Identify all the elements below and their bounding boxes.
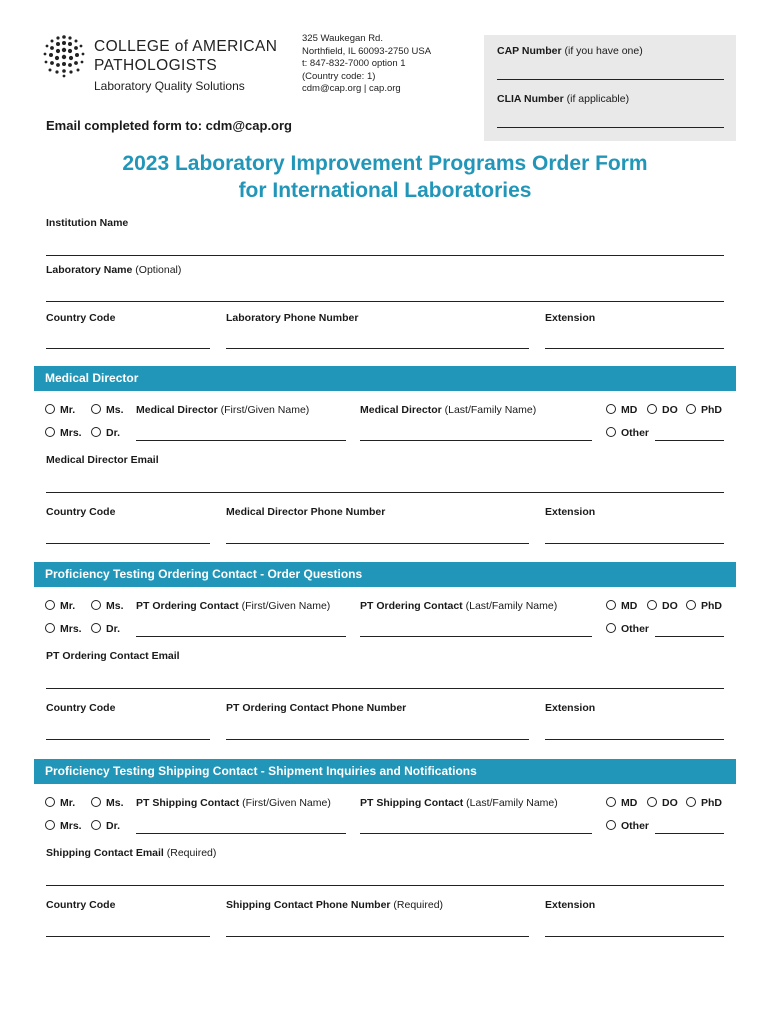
radio-md[interactable]: MD [606, 404, 637, 416]
radio-circle-icon [606, 797, 616, 807]
radio-dr[interactable]: Dr. [91, 623, 120, 635]
radio-do[interactable]: DO [647, 600, 678, 612]
form-title-line-2: for International Laboratories [238, 179, 532, 202]
section-banner [34, 562, 736, 587]
contact-extension-field[interactable] [545, 543, 724, 544]
radio-mrs[interactable]: Mrs. [45, 623, 82, 635]
form-title [0, 150, 770, 204]
radio-mr[interactable]: Mr. [45, 404, 75, 416]
contact-phone-label: Shipping Contact Phone Number (Required) [226, 899, 444, 911]
radio-other[interactable]: Other [606, 820, 649, 832]
address-phone: t: 847-832-7000 option 1 [302, 58, 406, 69]
last-name-field[interactable] [360, 440, 592, 441]
radio-mrs[interactable]: Mrs. [45, 427, 82, 439]
last-name-field[interactable] [360, 636, 592, 637]
radio-circle-icon [606, 623, 616, 633]
contact-email-label: Shipping Contact Email (Required) [46, 847, 217, 859]
first-name-field[interactable] [136, 636, 346, 637]
radio-do[interactable]: DO [647, 404, 678, 416]
radio-circle-icon [91, 427, 101, 437]
section-title: Proficiency Testing Ordering Contact - Order Questions [45, 567, 363, 581]
contact-extension-label: Extension [545, 899, 596, 911]
contact-country-code-field[interactable] [46, 739, 210, 740]
radio-circle-icon [45, 427, 55, 437]
lab-country-code-field[interactable] [46, 348, 210, 349]
contact-email-field[interactable] [46, 885, 724, 886]
institution-name-field[interactable] [46, 255, 724, 256]
contact-phone-field[interactable] [226, 543, 529, 544]
radio-circle-icon [91, 600, 101, 610]
contact-country-code-label: Country Code [46, 899, 116, 911]
section-banner [34, 759, 736, 784]
last-name-label: Medical Director (Last/Family Name) [360, 404, 537, 416]
contact-country-code-field[interactable] [46, 936, 210, 937]
email-instructions: Email completed form to: cdm@cap.org [46, 118, 292, 133]
radio-circle-icon [606, 427, 616, 437]
contact-email-field[interactable] [46, 688, 724, 689]
radio-circle-icon [91, 623, 101, 633]
contact-phone-label: Medical Director Phone Number [226, 506, 386, 518]
cap-number-field[interactable] [497, 79, 724, 80]
radio-circle-icon [45, 404, 55, 414]
contact-phone-field[interactable] [226, 936, 529, 937]
section-title: Medical Director [45, 371, 139, 385]
address-email-web: cdm@cap.org | cap.org [302, 83, 401, 94]
contact-country-code-field[interactable] [46, 543, 210, 544]
radio-md[interactable]: MD [606, 600, 637, 612]
cap-number-label: CAP Number (if you have one) [497, 45, 643, 57]
radio-circle-icon [606, 600, 616, 610]
radio-md[interactable]: MD [606, 797, 637, 809]
other-degree-field[interactable] [655, 440, 724, 441]
radio-other[interactable]: Other [606, 427, 649, 439]
contact-email-label: Medical Director Email [46, 454, 159, 466]
radio-mrs[interactable]: Mrs. [45, 820, 82, 832]
contact-extension-label: Extension [545, 506, 596, 518]
form-title-line-1: 2023 Laboratory Improvement Programs Order Form [122, 152, 648, 175]
radio-circle-icon [91, 404, 101, 414]
radio-circle-icon [606, 820, 616, 830]
radio-circle-icon [647, 797, 657, 807]
radio-other[interactable]: Other [606, 623, 649, 635]
lab-country-code-label: Country Code [46, 312, 116, 324]
radio-circle-icon [45, 623, 55, 633]
radio-circle-icon [91, 797, 101, 807]
first-name-label: Medical Director (First/Given Name) [136, 404, 310, 416]
contact-phone-label: PT Ordering Contact Phone Number [226, 702, 407, 714]
last-name-label: PT Ordering Contact (Last/Family Name) [360, 600, 558, 612]
first-name-field[interactable] [136, 833, 346, 834]
logo-line-1: COLLEGE of AMERICAN [94, 38, 278, 55]
section-banner [34, 366, 736, 391]
last-name-field[interactable] [360, 833, 592, 834]
radio-ms[interactable]: Ms. [91, 404, 124, 416]
lab-name-label: Laboratory Name (Optional) [46, 264, 182, 276]
clia-number-label: CLIA Number (if applicable) [497, 93, 630, 105]
contact-extension-label: Extension [545, 702, 596, 714]
institution-name-label: Institution Name [46, 217, 129, 229]
logo-tagline: Laboratory Quality Solutions [94, 79, 245, 93]
lab-phone-label: Laboratory Phone Number [226, 312, 359, 324]
radio-phd[interactable]: PhD [686, 404, 722, 416]
radio-circle-icon [45, 600, 55, 610]
radio-do[interactable]: DO [647, 797, 678, 809]
radio-mr[interactable]: Mr. [45, 797, 75, 809]
first-name-label: PT Shipping Contact (First/Given Name) [136, 797, 331, 809]
radio-circle-icon [606, 404, 616, 414]
radio-dr[interactable]: Dr. [91, 820, 120, 832]
radio-dr[interactable]: Dr. [91, 427, 120, 439]
radio-circle-icon [647, 600, 657, 610]
last-name-label: PT Shipping Contact (Last/Family Name) [360, 797, 558, 809]
cap-clia-box [484, 35, 736, 141]
contact-extension-field[interactable] [545, 936, 724, 937]
contact-phone-field[interactable] [226, 739, 529, 740]
radio-mr[interactable]: Mr. [45, 600, 75, 612]
address-block [302, 33, 431, 96]
contact-country-code-label: Country Code [46, 702, 116, 714]
cap-logo-icon [42, 34, 86, 78]
contact-email-field[interactable] [46, 492, 724, 493]
radio-circle-icon [91, 820, 101, 830]
lab-phone-field[interactable] [226, 348, 529, 349]
radio-phd[interactable]: PhD [686, 600, 722, 612]
radio-circle-icon [686, 404, 696, 414]
section-title: Proficiency Testing Shipping Contact - Shipment Inquiries and Notifications [45, 764, 477, 778]
radio-circle-icon [45, 797, 55, 807]
radio-circle-icon [686, 797, 696, 807]
first-name-label: PT Ordering Contact (First/Given Name) [136, 600, 331, 612]
contact-country-code-label: Country Code [46, 506, 116, 518]
other-degree-field[interactable] [655, 833, 724, 834]
radio-circle-icon [686, 600, 696, 610]
logo-line-2: PATHOLOGISTS [94, 57, 218, 74]
lab-name-field[interactable] [46, 301, 724, 302]
other-degree-field[interactable] [655, 636, 724, 637]
address-country-code: (Country code: 1) [302, 70, 376, 82]
radio-circle-icon [647, 404, 657, 414]
address-city: Northfield, IL 60093-2750 USA [302, 45, 432, 57]
lab-extension-field[interactable] [545, 348, 724, 349]
contact-email-label: PT Ordering Contact Email [46, 650, 180, 662]
lab-extension-label: Extension [545, 312, 596, 324]
radio-ms[interactable]: Ms. [91, 600, 124, 612]
radio-phd[interactable]: PhD [686, 797, 722, 809]
first-name-field[interactable] [136, 440, 346, 441]
contact-extension-field[interactable] [545, 739, 724, 740]
radio-ms[interactable]: Ms. [91, 797, 124, 809]
address-street: 325 Waukegan Rd. [302, 33, 383, 44]
radio-circle-icon [45, 820, 55, 830]
clia-number-field[interactable] [497, 127, 724, 128]
logo-wordmark [94, 37, 277, 75]
